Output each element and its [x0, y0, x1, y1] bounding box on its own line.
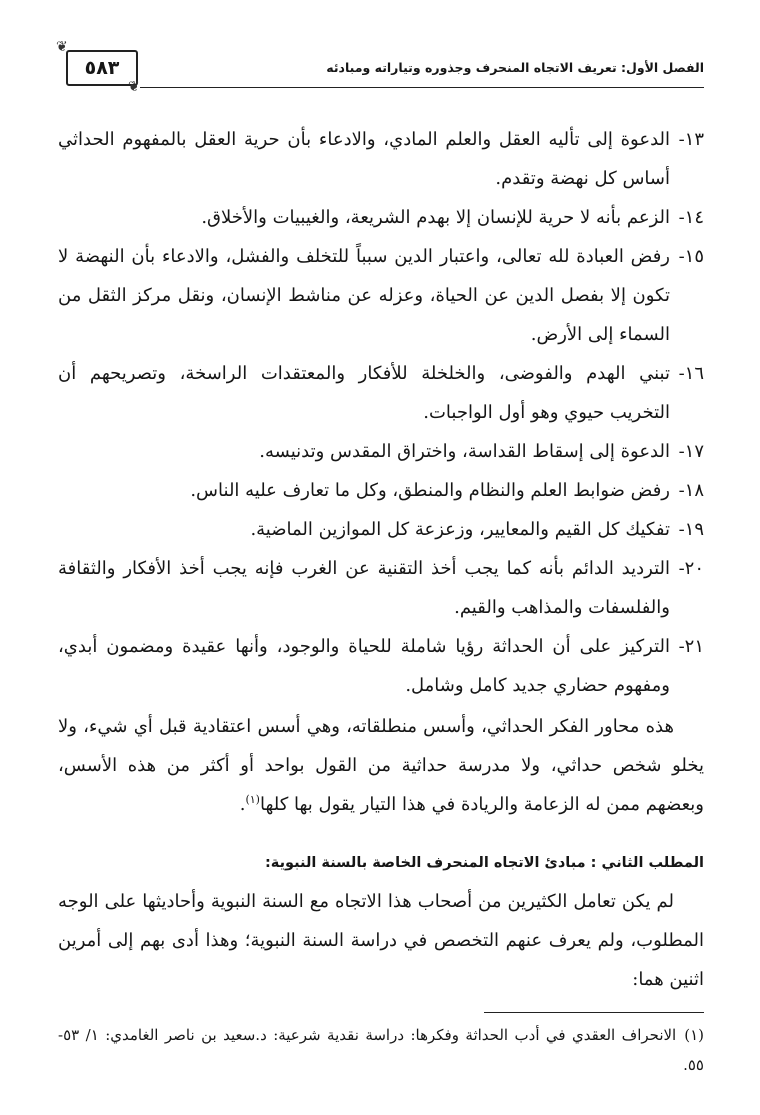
list-item — [58, 471, 704, 510]
item-text: الترديد الدائم بأنه كما يجب أخذ التقنية عن الغرب فإنه يجب أخذ الأفكار والثقافة والفلسفات والمذاهب والقيم. — [58, 558, 670, 618]
list-item — [58, 549, 704, 627]
page-number: ٥٨٣ — [84, 57, 120, 79]
item-number: ١٩- — [678, 519, 704, 540]
list-item — [58, 627, 704, 705]
item-text: رفض العبادة لله تعالى، واعتبار الدين سبباً للتخلف والفشل، والادعاء بأن النهضة لا تكون إلا بفصل الدين عن الحياة، وعزله عن مناشط الإنسان، ونقل مركز الثقل من السماء إلى الأرض. — [58, 246, 670, 345]
item-text: الدعوة إلى إسقاط القداسة، واختراق المقدس وتدنيسه. — [259, 441, 670, 462]
item-text: الدعوة إلى تأليه العقل والعلم المادي، والادعاء بأن حرية العقل بالمفهوم الحداثي أساس كل نهضة وتقدم. — [58, 129, 670, 189]
footnote-rule — [484, 1012, 704, 1013]
corner-ornament-icon: ❦ — [128, 79, 140, 95]
item-number: ٢٠- — [678, 558, 704, 579]
footnote-text: الانحراف العقدي في أدب الحداثة وفكرها: دراسة نقدية شرعية: د.سعيد بن ناصر الغامدي: ١/ ٥٣- ٥٥. — [58, 1026, 704, 1074]
corner-ornament-icon: ❦ — [56, 39, 68, 55]
item-number: ١٨- — [678, 480, 704, 501]
item-number: ١٥- — [678, 246, 704, 267]
footnote-number: (١) — [684, 1026, 704, 1044]
item-text: تبني الهدم والفوضى، والخلخلة للأفكار والمعتقدات الراسخة، وتصريحهم أن التخريب حيوي وهو أول الواجبات. — [58, 363, 670, 423]
item-number: ١٣- — [678, 129, 704, 150]
header-rule — [140, 87, 704, 88]
running-header: الفصل الأول: تعريف الاتجاه المنحرف وجذوره وتياراته ومبادئه — [326, 60, 704, 75]
item-number: ١٤- — [678, 207, 704, 228]
list-item — [58, 237, 704, 354]
item-text: الزعم بأنه لا حرية للإنسان إلا بهدم الشريعة، والغيبيات والأخلاق. — [201, 207, 670, 228]
list-item — [58, 354, 704, 432]
summary-paragraph — [58, 707, 704, 824]
item-number: ٢١- — [678, 636, 704, 657]
section-paragraph: لم يكن تعامل الكثيرين من أصحاب هذا الاتجاه مع السنة النبوية وأحاديثها على الوجه المطلوب، ولم يعرف عنهم التخصص في دراسة السنة النبوية؛ وهذا أدى بهم إلى أمرين اثنين هما: — [58, 891, 704, 990]
list-item — [58, 432, 704, 471]
item-number: ١٧- — [678, 441, 704, 462]
list-item — [58, 120, 704, 198]
list-item — [58, 198, 704, 237]
list-item — [58, 510, 704, 549]
item-text: رفض ضوابط العلم والنظام والمنطق، وكل ما تعارف عليه الناس. — [190, 480, 670, 501]
item-text: تفكيك كل القيم والمعايير، وزعزعة كل الموازين الماضية. — [250, 519, 670, 540]
main-text — [58, 120, 704, 999]
footnote — [58, 1020, 704, 1080]
footnote-reference[interactable]: (١) — [245, 793, 260, 806]
item-number: ١٦- — [678, 363, 704, 384]
item-text: التركيز على أن الحداثة رؤيا شاملة للحياة والوجود، وأنها عقيدة ومضمون أبدي، ومفهوم حضاري جديد كامل وشامل. — [58, 636, 670, 696]
section-heading: المطلب الثاني : مبادئ الاتجاه المنحرف الخاصة بالسنة النبوية: — [264, 855, 704, 871]
summary-end: . — [239, 794, 246, 815]
summary-text: هذه محاور الفكر الحداثي، وأسس منطلقاته، وهي أسس اعتقادية قبل أي شيء، ولا يخلو شخص حداثي، ولا مدرسة حداثية من القول بواحد أو أكثر من هذه الأسس، وبعضهم ممن له الزعامة والريادة في هذا التيار يقول بها كلها — [58, 716, 704, 815]
